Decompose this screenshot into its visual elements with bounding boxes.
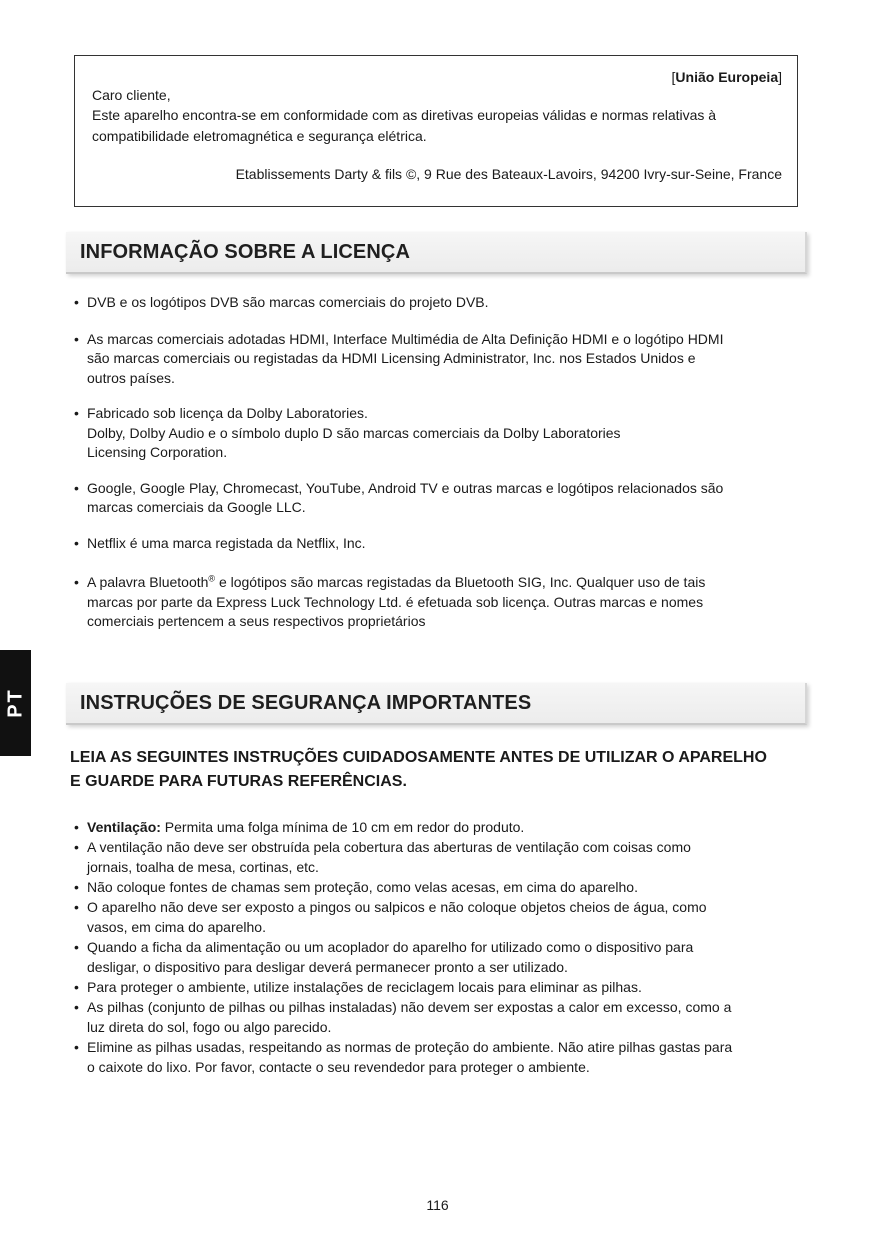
license-section-header <box>66 232 807 274</box>
license-line: • A palavra Bluetooth® e logótipos são marcas registadas da Bluetooth SIG, Inc. Qualquer uso de tais <box>87 573 706 590</box>
eu-notice-box <box>74 55 798 207</box>
safety-heading-line: E GUARDE PARA FUTURAS REFERÊNCIAS. <box>70 773 407 790</box>
eu-tag: [União Europeia] <box>671 69 782 85</box>
eu-greeting: Caro cliente, <box>92 87 171 103</box>
license-line: marcas comerciais da Google LLC. <box>87 499 306 515</box>
safety-item <box>72 897 812 937</box>
safety-item <box>72 937 812 977</box>
page-number: 116 <box>426 1197 449 1213</box>
safety-line: • As pilhas (conjunto de pilhas ou pilhas instaladas) não devem ser expostas a calor em excesso, como a <box>87 999 732 1015</box>
license-line: Dolby, Dolby Audio e o símbolo duplo D são marcas comerciais da Dolby Laboratories <box>87 424 621 441</box>
license-line: • Netflix é uma marca registada da Netflix, Inc. <box>87 534 366 551</box>
safety-line: • Ventilação: Permita uma folga mínima de 10 cm em redor do produto. <box>87 819 525 835</box>
safety-warning-heading <box>70 746 830 794</box>
safety-item <box>72 877 812 897</box>
license-line: Licensing Corporation. <box>87 444 228 460</box>
safety-item <box>72 977 812 997</box>
license-line: são marcas comerciais ou registadas da HDMI Licensing Administrator, Inc. nos Estados Unidos e <box>87 350 696 366</box>
license-line: outros países. <box>87 369 175 386</box>
safety-line: jornais, toalha de mesa, cortinas, etc. <box>87 859 319 875</box>
eu-body-line: compatibilidade eletromagnética e segurança elétrica. <box>92 128 427 144</box>
ventilation-label: Ventilação: <box>87 819 161 835</box>
license-line: • Fabricado sob licença da Dolby Laboratories. <box>87 405 368 421</box>
eu-body-line: Este aparelho encontra-se em conformidade com as diretivas europeias válidas e normas relativas à <box>92 107 717 123</box>
language-tab <box>0 650 31 756</box>
safety-line: • Quando a ficha da alimentação ou um acoplador do aparelho for utilizado como o dispositivo para <box>87 939 694 955</box>
license-section-title: INFORMAÇÃO SOBRE A LICENÇA <box>80 241 411 263</box>
license-line: • As marcas comerciais adotadas HDMI, Interface Multimédia de Alta Definição HDMI e o logótipo HDMI <box>87 330 724 347</box>
safety-line: desligar, o dispositivo para desligar deverá permanecer pronto a ser utilizado. <box>87 959 568 975</box>
safety-item <box>72 837 812 877</box>
eu-body <box>92 105 782 147</box>
license-item-dolby <box>72 404 812 463</box>
license-line: • DVB e os logótipos DVB são marcas comerciais do projeto DVB. <box>87 294 489 310</box>
safety-section-header <box>66 683 807 725</box>
license-line: • Google, Google Play, Chromecast, YouTube, Android TV e outras marcas e logótipos relacionados são <box>87 479 724 496</box>
safety-list <box>72 817 812 1077</box>
safety-item <box>72 997 812 1037</box>
safety-line: vasos, em cima do aparelho. <box>87 919 266 935</box>
safety-line: • Para proteger o ambiente, utilize instalações de reciclagem locais para eliminar as pilhas. <box>87 979 642 995</box>
eu-address: Etablissements Darty & fils ©, 9 Rue des Bateaux-Lavoirs, 94200 Ivry-sur-Seine, France <box>235 166 782 182</box>
license-list <box>72 293 812 632</box>
safety-item-ventilation <box>72 817 812 837</box>
safety-line: • A ventilação não deve ser obstruída pela cobertura das aberturas de ventilação com coisas como <box>87 839 691 855</box>
license-item-dvb <box>72 293 812 313</box>
safety-line: • O aparelho não deve ser exposto a pingos ou salpicos e não coloque objetos cheios de água, como <box>87 899 707 915</box>
safety-line: luz direta do sol, fogo ou algo parecido. <box>87 1019 332 1035</box>
registered-mark: ® <box>208 573 216 584</box>
safety-line: o caixote do lixo. Por favor, contacte o seu revendedor para proteger o ambiente. <box>87 1059 590 1075</box>
safety-line: • Não coloque fontes de chamas sem proteção, como velas acesas, em cima do aparelho. <box>87 879 638 895</box>
safety-section-title: INSTRUÇÕES DE SEGURANÇA IMPORTANTES <box>80 692 532 714</box>
license-line: marcas por parte da Express Luck Technology Ltd. é efetuada sob licença. Outras marcas e nomes <box>87 593 704 610</box>
license-item-netflix <box>72 534 812 554</box>
license-item-bluetooth <box>72 573 812 632</box>
language-tab-label: PT <box>4 688 26 718</box>
license-item-google <box>72 479 812 518</box>
license-line: comerciais pertencem a seus respectivos proprietários <box>87 613 426 629</box>
safety-heading-line: LEIA AS SEGUINTES INSTRUÇÕES CUIDADOSAMENTE ANTES DE UTILIZAR O APARELHO <box>70 749 767 766</box>
safety-item <box>72 1037 812 1077</box>
safety-line: • Elimine as pilhas usadas, respeitando as normas de proteção do ambiente. Não atire pilhas gastas para <box>87 1039 733 1055</box>
license-item-hdmi <box>72 330 812 389</box>
